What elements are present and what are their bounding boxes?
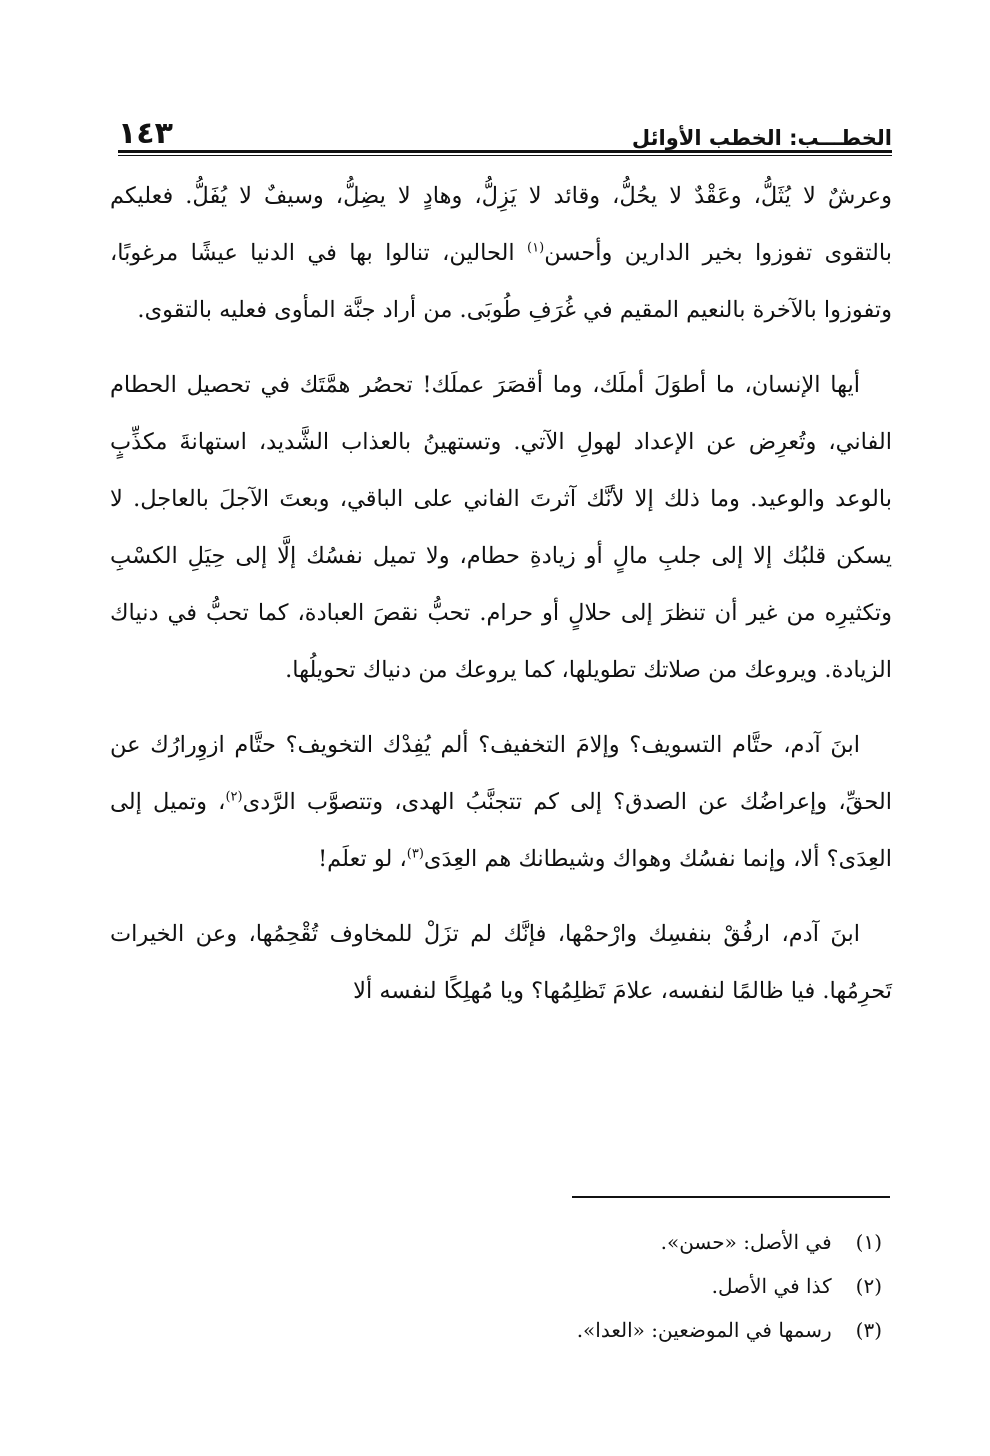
running-title: الخطـــب: الخطب الأوائل [631, 126, 892, 150]
footnote-number: (١) [855, 1230, 882, 1254]
header-rule [118, 150, 892, 153]
footnote-marker: (٢) [225, 789, 243, 805]
header-rule-thin [118, 155, 892, 156]
footnote-number: (٢) [855, 1274, 882, 1298]
footnote-marker: (٣) [406, 846, 424, 862]
footnotes [110, 1220, 882, 1352]
paragraph-text: ، وتميل إلى العِدَى؟ ألا، وإنما نفسُك وهواك وشيطانك هم العِدَى [110, 789, 892, 872]
paragraph-text: الحالين، تنالوا بها في الدنيا عيشًا مرغوبًا، وتفوزوا بالآخرة بالنعيم المقيم في غُرَفِ طُوبَى. من أراد جنَّة المأوى فعليه بالتقوى. [110, 240, 892, 323]
footnote-number: (٣) [855, 1318, 882, 1342]
paragraph-text: ابنَ آدم، حتَّام التسويف؟ وإلامَ التخفيف؟ ألم يُفِدْك التخويف؟ حتَّام ازوِرارُك عن الحقِّ، وإعراضُك عن الصدق؟ إلى كم تتجنَّبُ الهدى، وتتصوَّب الرَّدى [110, 732, 892, 815]
paragraph-text: أيها الإنسان، ما أطوَلَ أملَك، وما أقصَرَ عملَك! تحصُر همَّتَك في تحصيل الحطام الفاني، وتُعرِض عن الإعداد لهولِ الآتي. وتستهينُ بالعذاب الشَّديد، استهانةَ مكذِّبٍ بالوعد والوعيد. وما ذلك إلا لأنَّك آثرتَ الفاني على الباقي، وبعتَ الآجلَ بالعاجل. لا يسكن قلبُك إلا إلى جلبِ مالٍ أو زيادةِ حطام، ولا تميل نفسُك إلَّا إلى حِيَلِ الكسْبِ وتكثيرِه من غير أن تنظرَ إلى حلالٍ أو حرام. تحبُّ نقصَ العبادة، كما تحبُّ في دنياك الزيادة. ويروعك من صلاتك تطويلها، كما يروعك من دنياك تحويلُها. [110, 372, 892, 683]
paragraph-3 [110, 717, 892, 888]
footnote-text: رسمها في الموضعين: «العدا». [576, 1318, 832, 1342]
paragraph-1 [110, 168, 892, 339]
footnote-1 [110, 1220, 882, 1264]
footnote-3 [110, 1308, 882, 1352]
paragraph-text: ، لو تعلَم! [318, 846, 407, 872]
main-text [110, 168, 892, 1020]
footnote-separator [572, 1196, 890, 1198]
paragraph-4 [110, 906, 892, 1020]
footnote-text: في الأصل: «حسن». [660, 1230, 832, 1254]
footnote-text: كذا في الأصل. [711, 1274, 832, 1298]
paragraph-2 [110, 357, 892, 699]
page-number: ١٤٣ [118, 116, 173, 151]
running-header [118, 112, 892, 152]
paragraph-text: وعرشٌ لا يُثَلُّ، وعَقْدٌ لا يحُلُّ، وقائد لا يَزِلُّ، وهادٍ لا يضِلُّ، وسيفٌ لا يُفَلُّ. فعليكم بالتقوى تفوزوا بخير الدارين وأحسن [110, 183, 892, 266]
footnote-marker: (١) [527, 240, 545, 256]
footnote-2 [110, 1264, 882, 1308]
paragraph-text: ابنَ آدم، ارفُقْ بنفسِك وارْحمْها، فإنَّك لم تزَلْ للمخاوف تُقْحِمُها، وعن الخيرات تَحرِمُها. فيا ظالمًا لنفسه، علامَ تَظلِمُها؟ ويا مُهلِكًا لنفسه ألا [110, 921, 892, 1004]
